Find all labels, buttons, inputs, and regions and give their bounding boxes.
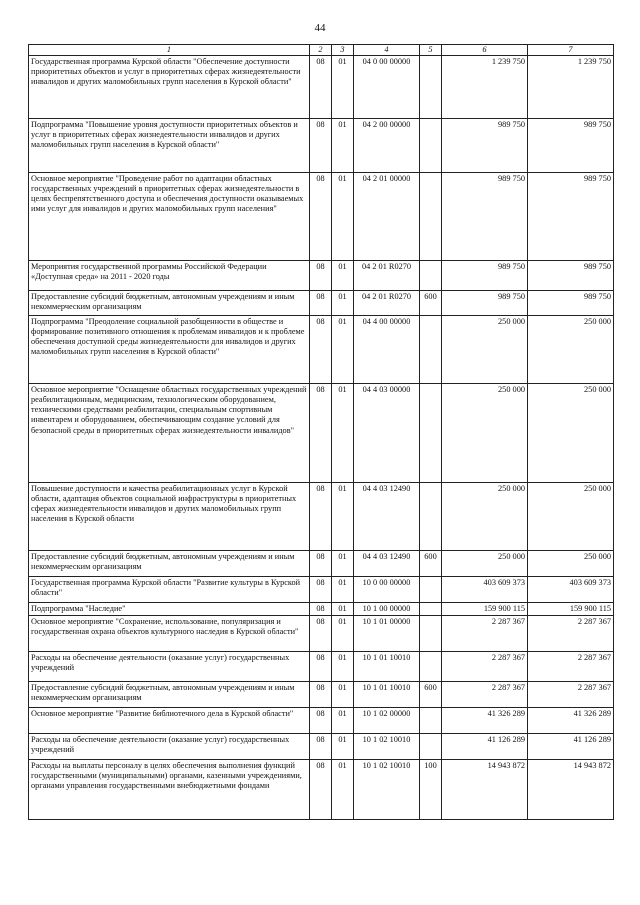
table-row	[29, 119, 614, 173]
row-c6-cell: 2 287 367	[442, 652, 528, 682]
table-row	[29, 384, 614, 483]
row-name-cell: Основное мероприятие "Сохранение, использование, популяризация и государственная охрана объектов культурного наследия в Курской области"	[29, 616, 310, 652]
row-c3-cell: 01	[332, 551, 354, 577]
row-c3-cell: 01	[332, 708, 354, 734]
row-c5-cell	[420, 708, 442, 734]
row-name-cell: Государственная программа Курской области "Развитие культуры в Курской области"	[29, 577, 310, 603]
row-c4-cell: 04 2 00 00000	[354, 119, 420, 173]
table-row	[29, 483, 614, 551]
row-c6-cell: 250 000	[442, 551, 528, 577]
column-header: 5	[420, 45, 442, 56]
row-c4-cell: 10 1 02 10010	[354, 734, 420, 760]
row-c4-cell: 04 2 01 00000	[354, 173, 420, 261]
row-c6-cell: 403 609 373	[442, 577, 528, 603]
row-c7-cell: 41 126 289	[528, 734, 614, 760]
table-row	[29, 734, 614, 760]
row-c4-cell: 10 1 02 00000	[354, 708, 420, 734]
row-c7-cell: 2 287 367	[528, 652, 614, 682]
column-header: 2	[310, 45, 332, 56]
row-c3-cell: 01	[332, 603, 354, 616]
row-c5-cell	[420, 603, 442, 616]
row-name-cell: Подпрограмма "Наследие"	[29, 603, 310, 616]
row-c5-cell: 600	[420, 551, 442, 577]
row-c2-cell: 08	[310, 708, 332, 734]
row-c4-cell: 04 4 00 00000	[354, 316, 420, 384]
row-c5-cell	[420, 316, 442, 384]
row-c5-cell	[420, 616, 442, 652]
row-c6-cell: 41 126 289	[442, 734, 528, 760]
row-c2-cell: 08	[310, 316, 332, 384]
header-row	[29, 45, 614, 56]
row-c7-cell: 2 287 367	[528, 616, 614, 652]
row-name-cell: Предоставление субсидий бюджетным, автономным учреждениям и иным некоммерческим организациям	[29, 682, 310, 708]
row-name-cell: Основное мероприятие "Оснащение областных государственных учреждений реабилитационным, медицинским, технологическим оборудованием, техническими средствами реабилитации, специальным спортивным инвентарем и оборудованием, обеспечивающим создание условий для безопасной среды в приоритетных сферах жизнедеятельности инвалидов"	[29, 384, 310, 483]
row-name-cell: Государственная программа Курской области "Обеспечение доступности приоритетных объектов и услуг в приоритетных сферах жизнедеятельности инвалидов и других маломобильных групп населения в Курской области"	[29, 56, 310, 119]
row-c5-cell	[420, 652, 442, 682]
row-c5-cell	[420, 734, 442, 760]
row-c4-cell: 04 0 00 00000	[354, 56, 420, 119]
page-number: 44	[314, 22, 326, 34]
row-c5-cell: 600	[420, 291, 442, 316]
row-c6-cell: 41 326 289	[442, 708, 528, 734]
row-c2-cell: 08	[310, 483, 332, 551]
column-header: 7	[528, 45, 614, 56]
row-c7-cell: 1 239 750	[528, 56, 614, 119]
row-c6-cell: 159 900 115	[442, 603, 528, 616]
row-c6-cell: 989 750	[442, 119, 528, 173]
table-row	[29, 551, 614, 577]
table-row	[29, 708, 614, 734]
row-c3-cell: 01	[332, 384, 354, 483]
row-c3-cell: 01	[332, 261, 354, 291]
row-c6-cell: 989 750	[442, 173, 528, 261]
row-c3-cell: 01	[332, 483, 354, 551]
row-c3-cell: 01	[332, 652, 354, 682]
budget-table	[28, 44, 614, 820]
table-row	[29, 760, 614, 820]
row-c7-cell: 989 750	[528, 261, 614, 291]
row-c3-cell: 01	[332, 577, 354, 603]
table-row	[29, 173, 614, 261]
column-header: 3	[332, 45, 354, 56]
row-c2-cell: 08	[310, 760, 332, 820]
row-name-cell: Предоставление субсидий бюджетным, автономным учреждениям и иным некоммерческим организациям	[29, 551, 310, 577]
row-c2-cell: 08	[310, 291, 332, 316]
row-c7-cell: 250 000	[528, 551, 614, 577]
row-c7-cell: 989 750	[528, 119, 614, 173]
row-c2-cell: 08	[310, 616, 332, 652]
row-c5-cell	[420, 261, 442, 291]
row-c4-cell: 04 4 03 12490	[354, 551, 420, 577]
row-c4-cell: 10 1 01 10010	[354, 682, 420, 708]
row-name-cell: Мероприятия государственной программы Российской Федерации «Доступная среда» на 2011 - 2020 годы	[29, 261, 310, 291]
row-c6-cell: 2 287 367	[442, 616, 528, 652]
table-row	[29, 291, 614, 316]
row-c2-cell: 08	[310, 603, 332, 616]
row-c3-cell: 01	[332, 734, 354, 760]
row-c5-cell	[420, 384, 442, 483]
row-c4-cell: 04 2 01 R0270	[354, 291, 420, 316]
row-c5-cell: 100	[420, 760, 442, 820]
row-c6-cell: 250 000	[442, 384, 528, 483]
row-c5-cell: 600	[420, 682, 442, 708]
row-c2-cell: 08	[310, 261, 332, 291]
row-c7-cell: 403 609 373	[528, 577, 614, 603]
row-name-cell: Основное мероприятие "Развитие библиотечного дела в Курской области"	[29, 708, 310, 734]
row-c3-cell: 01	[332, 316, 354, 384]
row-c6-cell: 250 000	[442, 483, 528, 551]
row-c6-cell: 2 287 367	[442, 682, 528, 708]
column-header: 4	[354, 45, 420, 56]
row-c7-cell: 250 000	[528, 384, 614, 483]
row-c5-cell	[420, 56, 442, 119]
row-c6-cell: 14 943 872	[442, 760, 528, 820]
row-name-cell: Основное мероприятие "Проведение работ по адаптации областных государственных учреждений в приоритетных сферах жизнедеятельности в целях беспрепятственного доступа и обеспечения доступности оказываемых ими услуг для инвалидов и других маломобильных групп населения"	[29, 173, 310, 261]
row-c2-cell: 08	[310, 384, 332, 483]
row-c2-cell: 08	[310, 173, 332, 261]
row-c5-cell	[420, 483, 442, 551]
row-c3-cell: 01	[332, 291, 354, 316]
row-name-cell: Повышение доступности и качества реабилитационных услуг в Курской области, адаптация объектов социальной инфраструктуры в приоритетных сферах жизнедеятельности инвалидов и других маломобильных групп населения в Курской области	[29, 483, 310, 551]
row-c3-cell: 01	[332, 682, 354, 708]
row-c3-cell: 01	[332, 760, 354, 820]
row-c2-cell: 08	[310, 551, 332, 577]
row-c3-cell: 01	[332, 616, 354, 652]
row-name-cell: Подпрограмма "Повышение уровня доступности приоритетных объектов и услуг в приоритетных сферах жизнедеятельности инвалидов и других маломобильных групп населения в Курской области"	[29, 119, 310, 173]
row-c6-cell: 1 239 750	[442, 56, 528, 119]
row-c2-cell: 08	[310, 734, 332, 760]
table-row	[29, 682, 614, 708]
table-row	[29, 56, 614, 119]
column-header: 6	[442, 45, 528, 56]
row-name-cell: Предоставление субсидий бюджетным, автономным учреждениям и иным некоммерческим организациям	[29, 291, 310, 316]
table-row	[29, 652, 614, 682]
row-c4-cell: 04 2 01 R0270	[354, 261, 420, 291]
row-c3-cell: 01	[332, 119, 354, 173]
row-c4-cell: 10 0 00 00000	[354, 577, 420, 603]
row-c6-cell: 250 000	[442, 316, 528, 384]
row-c6-cell: 989 750	[442, 261, 528, 291]
row-c4-cell: 10 1 01 10010	[354, 652, 420, 682]
row-c7-cell: 250 000	[528, 483, 614, 551]
row-c2-cell: 08	[310, 652, 332, 682]
row-c2-cell: 08	[310, 56, 332, 119]
row-c7-cell: 2 287 367	[528, 682, 614, 708]
row-c5-cell	[420, 173, 442, 261]
row-c3-cell: 01	[332, 173, 354, 261]
table-row	[29, 316, 614, 384]
row-c7-cell: 41 326 289	[528, 708, 614, 734]
row-c5-cell	[420, 577, 442, 603]
row-c4-cell: 04 4 03 00000	[354, 384, 420, 483]
row-c7-cell: 14 943 872	[528, 760, 614, 820]
row-c7-cell: 989 750	[528, 173, 614, 261]
table-row	[29, 603, 614, 616]
row-c6-cell: 989 750	[442, 291, 528, 316]
row-c7-cell: 989 750	[528, 291, 614, 316]
row-name-cell: Подпрограмма "Преодоление социальной разобщенности в обществе и формирование позитивного отношения к проблемам инвалидов и к проблеме обеспечения доступной среды жизнедеятельности для инвалидов и других маломобильных групп населения в Курской области"	[29, 316, 310, 384]
column-header: 1	[29, 45, 310, 56]
row-c4-cell: 10 1 00 00000	[354, 603, 420, 616]
table-row	[29, 261, 614, 291]
row-c3-cell: 01	[332, 56, 354, 119]
row-c2-cell: 08	[310, 682, 332, 708]
table-row	[29, 577, 614, 603]
row-c4-cell: 10 1 02 10010	[354, 760, 420, 820]
row-c2-cell: 08	[310, 577, 332, 603]
row-c7-cell: 159 900 115	[528, 603, 614, 616]
row-c5-cell	[420, 119, 442, 173]
row-c4-cell: 04 4 03 12490	[354, 483, 420, 551]
row-c4-cell: 10 1 01 00000	[354, 616, 420, 652]
row-c7-cell: 250 000	[528, 316, 614, 384]
table-row	[29, 616, 614, 652]
row-name-cell: Расходы на обеспечение деятельности (оказание услуг) государственных учреждений	[29, 652, 310, 682]
row-name-cell: Расходы на выплаты персоналу в целях обеспечения выполнения функций государственными (муниципальными) органами, казенными учреждениями, органами управления государственными внебюджетными фондами	[29, 760, 310, 820]
row-name-cell: Расходы на обеспечение деятельности (оказание услуг) государственных учреждений	[29, 734, 310, 760]
row-c2-cell: 08	[310, 119, 332, 173]
